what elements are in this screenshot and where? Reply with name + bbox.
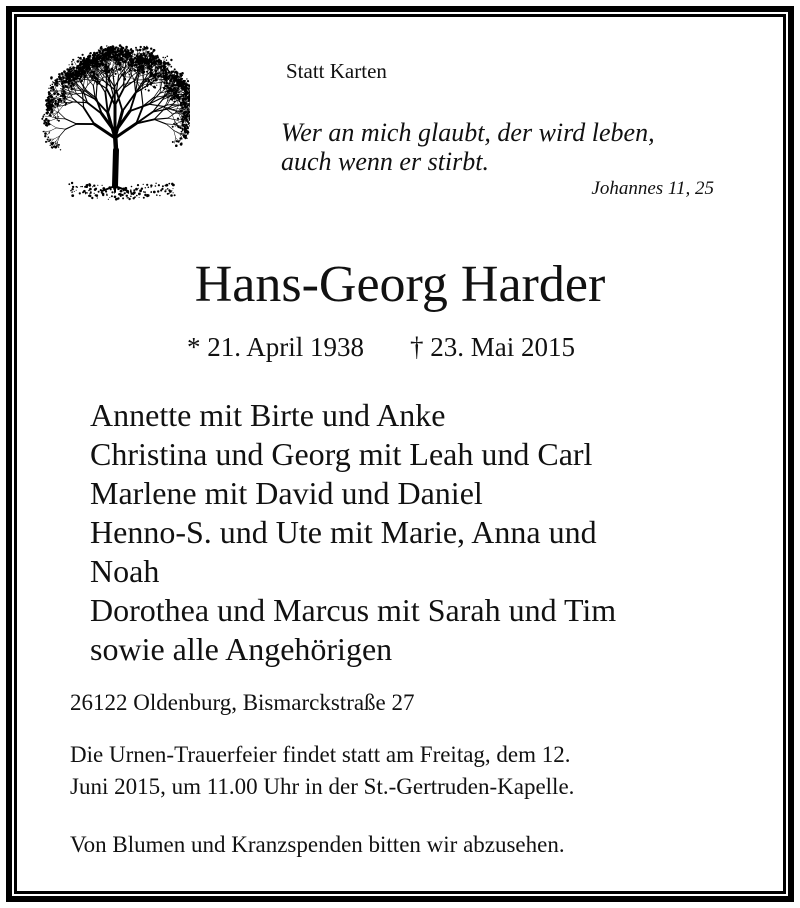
verse-line-2: auch wenn er stirbt.: [281, 147, 489, 176]
mourner-line: Dorothea und Marcus mit Sarah und Tim: [90, 592, 617, 628]
mourner-line: Christina und Georg mit Leah und Carl: [90, 436, 593, 472]
ceremony-line-2: Juni 2015, um 11.00 Uhr in der St.-Gertruden-Kapelle.: [70, 774, 575, 799]
birth-date: * 21. April 1938: [187, 332, 365, 362]
mourner-line: Noah: [90, 553, 160, 589]
statt-karten-text: Statt Karten: [286, 59, 387, 83]
mourner-line: sowie alle Angehörigen: [90, 631, 393, 667]
flowers-note: Von Blumen und Kranzspenden bitten wir abzusehen.: [70, 832, 565, 857]
mourner-line: Marlene mit David und Daniel: [90, 475, 483, 511]
address-line: 26122 Oldenburg, Bismarckstraße 27: [70, 690, 415, 715]
death-date: † 23. Mai 2015: [410, 332, 576, 362]
ceremony-notice: [70, 739, 750, 803]
mourner-line: Henno-S. und Ute mit Marie, Anna und: [90, 514, 597, 550]
ceremony-line-1: Die Urnen-Trauerfeier findet statt am Freitag, dem 12.: [70, 742, 571, 767]
mourners-list: [90, 396, 730, 669]
tree-icon: [40, 38, 190, 208]
verse-citation: Johannes 11, 25: [591, 178, 714, 199]
deceased-name: Hans-Georg Harder: [194, 256, 606, 313]
bible-verse: [281, 118, 655, 176]
life-dates: [187, 330, 575, 364]
verse-line-1: Wer an mich glaubt, der wird leben,: [281, 118, 655, 147]
mourner-line: Annette mit Birte und Anke: [90, 397, 446, 433]
